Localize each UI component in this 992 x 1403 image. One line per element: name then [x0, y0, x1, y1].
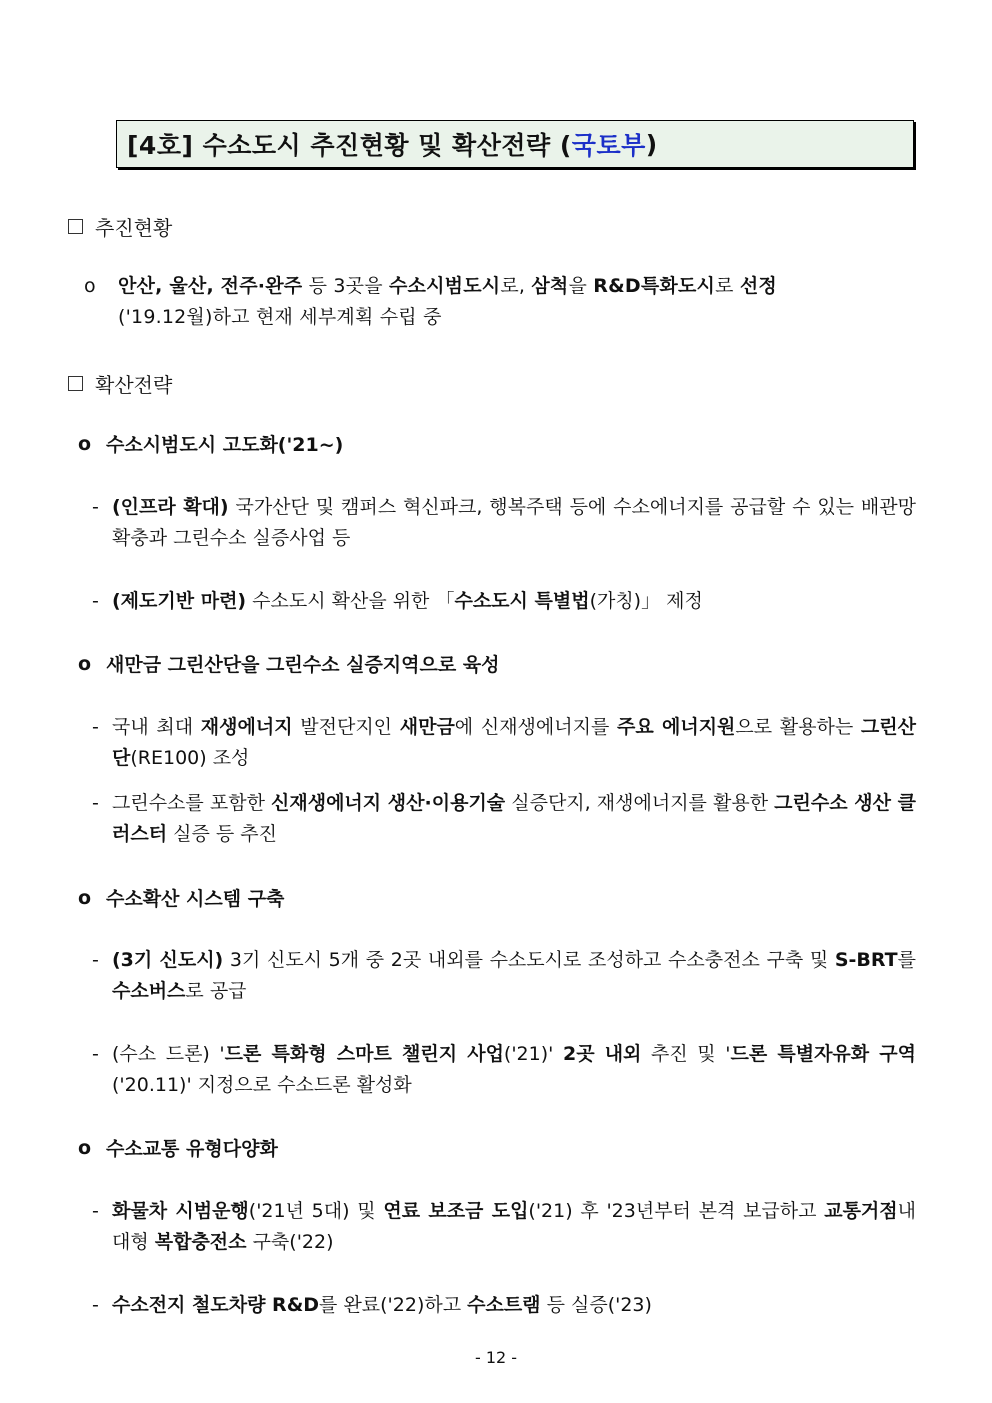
dash-emphasis: 복합충전소: [154, 1231, 247, 1253]
dash-text: (수소 드론) ': [112, 1043, 225, 1065]
dash-text: (RE100) 조성: [130, 747, 250, 769]
status-text: 로,: [500, 275, 532, 297]
dash-emphasis: 수소트램: [467, 1294, 541, 1316]
status-rnd-city: R&D특화도시: [593, 275, 716, 297]
bullet-marker: o: [78, 886, 92, 909]
dash-item: [92, 945, 916, 1007]
status-samcheok: 삼척: [531, 275, 569, 297]
bullet-marker: o: [78, 652, 92, 675]
status-text: 로: [715, 275, 740, 297]
page-number: - 12 -: [474, 1348, 518, 1367]
dash-text: 를 완료('22)하고: [319, 1294, 468, 1316]
dash-item: [92, 712, 916, 774]
dash-emphasis: 재생에너지: [200, 716, 293, 738]
dash-marker: -: [92, 590, 99, 612]
dash-text: 국내 최대: [112, 716, 201, 738]
bullet-item: [78, 650, 500, 677]
dash-emphasis: 수소버스: [112, 980, 186, 1002]
dash-item: [92, 1290, 916, 1321]
status-paragraph: [84, 271, 916, 333]
dash-text: 에 신재생에너지를: [454, 716, 618, 738]
dash-text: (가칭)」 제정: [589, 590, 703, 612]
title-ministry: 국토부: [571, 131, 646, 160]
dash-emphasis: 교통거점: [824, 1200, 898, 1222]
document-title: [116, 120, 914, 168]
dash-emphasis: (3기 신도시): [112, 949, 224, 971]
status-cities: 안산, 울산, 전주·완주: [118, 275, 303, 297]
dash-emphasis: (인프라 확대): [112, 496, 229, 518]
title-prefix: [4호] 수소도시 추진현황 및 확산전략 (: [127, 131, 572, 160]
dash-item: [92, 586, 916, 617]
dash-text: 구축('22): [246, 1231, 334, 1253]
dash-item: [92, 492, 916, 554]
dash-text: 를: [897, 949, 916, 971]
dash-emphasis: 주요 에너지원: [617, 716, 736, 738]
dash-marker: -: [92, 1200, 99, 1222]
dash-text: 내 대형: [112, 1200, 916, 1253]
dash-emphasis: 새만금: [399, 716, 455, 738]
section-heading-strategy: [68, 369, 172, 398]
dash-text: 등 실증('23): [540, 1294, 652, 1316]
dash-text: ('21) 후 '23년부터 본격 보급하고: [528, 1200, 825, 1222]
dash-text: ('21년 5대) 및: [248, 1200, 384, 1222]
dash-text: 국가산단 및 캠퍼스 혁신파크, 행복주택 등에 수소에너지를 공급할 수 있는 배관망 확충과 그린수소 실증사업 등: [112, 496, 916, 549]
section-heading-text: 확산전략: [95, 373, 173, 397]
dash-emphasis: (제도기반 마련): [112, 590, 247, 612]
dash-emphasis: S-BRT: [834, 949, 898, 971]
dash-emphasis: 수소도시 특별법: [454, 590, 590, 612]
dash-marker: -: [92, 1043, 99, 1065]
title-suffix: ): [645, 129, 658, 159]
bullet-marker: o: [78, 1136, 92, 1159]
dash-emphasis: 그린산단: [112, 716, 916, 769]
dash-marker: -: [92, 716, 99, 738]
section-heading-status: [68, 212, 172, 241]
dash-text: 실증 등 추진: [167, 823, 277, 845]
dash-text: 추진 및 ': [641, 1043, 731, 1065]
bullet-text: 수소시범도시 고도화('21~): [106, 434, 344, 456]
dash-emphasis: 수소전지 철도차량 R&D: [112, 1294, 320, 1316]
status-text: ('19.12월)하고 현재 세부계획 수립 중: [118, 306, 442, 328]
bullet-item: [78, 1134, 278, 1161]
bullet-marker: o: [78, 432, 92, 455]
dash-emphasis: 화물차 시범운행: [112, 1200, 249, 1222]
dash-text: 그린수소를 포함한: [112, 792, 272, 814]
dash-emphasis: 드론 특별자유화 구역: [730, 1043, 917, 1065]
bullet-text: 수소확산 시스템 구축: [106, 888, 285, 910]
section-heading-text: 추진현황: [95, 216, 173, 240]
dash-text: 수소도시 확산을 위한 「: [246, 590, 455, 612]
bullet-text: 새만금 그린산단을 그린수소 실증지역으로 육성: [106, 654, 500, 676]
dash-emphasis: 2곳 내외: [562, 1043, 642, 1065]
dash-text: 실증단지, 재생에너지를 활용한: [505, 792, 775, 814]
status-selected: 선정: [739, 275, 777, 297]
dash-text: 으로 활용하는: [735, 716, 861, 738]
dash-emphasis: 드론 특화형 스마트 챌린지 사업: [224, 1043, 504, 1065]
dash-emphasis: 그린수소 생산 클러스터: [112, 792, 916, 845]
bullet-text: 수소교통 유형다양화: [106, 1138, 278, 1160]
dash-marker: -: [92, 792, 99, 814]
square-bullet-icon: [68, 219, 83, 234]
status-pilot-city: 수소시범도시: [389, 275, 501, 297]
dash-item: [92, 1196, 916, 1258]
status-text: 등 3곳을: [302, 275, 389, 297]
dash-item: [92, 1039, 916, 1101]
dash-marker: -: [92, 949, 99, 971]
dash-text: 발전단지인: [292, 716, 400, 738]
dash-emphasis: 신재생에너지 생산·이용기술: [271, 792, 506, 814]
bullet-item: [78, 430, 343, 457]
dash-text: 3기 신도시 5개 중 2곳 내외를 수소도시로 조성하고 수소충전소 구축 및: [223, 949, 835, 971]
dash-marker: -: [92, 1294, 99, 1316]
bullet-marker: o: [84, 275, 96, 297]
dash-emphasis: 연료 보조금 도입: [383, 1200, 529, 1222]
square-bullet-icon: [68, 376, 83, 391]
dash-text: ('21)': [503, 1043, 563, 1065]
dash-marker: -: [92, 496, 99, 518]
bullet-item: [78, 884, 284, 911]
dash-text: 로 공급: [185, 980, 247, 1002]
dash-text: ('20.11)' 지정으로 수소드론 활성화: [112, 1074, 412, 1096]
status-text: 을: [568, 275, 594, 297]
dash-item: [92, 788, 916, 850]
